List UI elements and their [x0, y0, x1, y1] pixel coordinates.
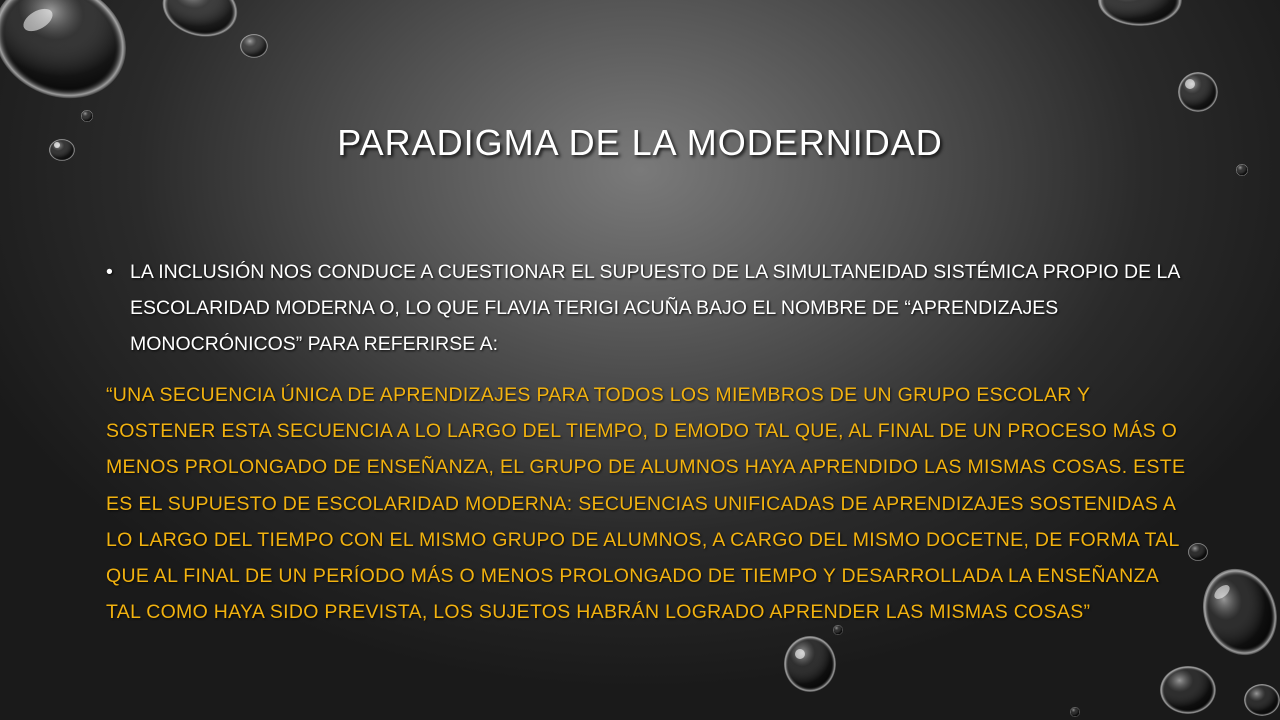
droplet-small-1 — [240, 34, 268, 58]
bullet-text: LA INCLUSIÓN NOS CONDUCE A CUESTIONAR EL SUPUESTO DE LA SIMULTANEIDAD SISTÉMICA PROPIO DE LA ESCOLARIDAD MODERNA O, LO QUE FLAVIA TERIGI ACUÑA BAJO EL NOMBRE DE “APRENDIZAJES MONOCRÓNICOS” PARA REFERIRSE A: — [130, 261, 1180, 355]
droplet-small-2 — [81, 110, 93, 122]
droplet-bottom-right-2 — [1191, 558, 1280, 665]
droplet-bottom-right-5 — [1070, 707, 1080, 717]
droplet-bottom-right-4 — [1244, 684, 1280, 716]
droplet-bottom-right-1 — [1188, 543, 1208, 561]
bullet-paragraph — [106, 254, 1186, 362]
droplet-bottom-right-3 — [1160, 666, 1216, 714]
droplet-bottom-center — [784, 636, 836, 692]
slide-body — [106, 254, 1186, 630]
droplet-top-right — [1098, 0, 1182, 26]
bullet-icon: • — [106, 261, 113, 283]
droplet-top-left-large — [0, 0, 145, 119]
droplet-top-center — [156, 0, 244, 45]
droplet-right-1 — [1178, 72, 1218, 112]
droplet-right-2 — [1236, 164, 1248, 176]
slide-title: PARADIGMA DE LA MODERNIDAD — [337, 122, 943, 163]
quote-paragraph: “UNA SECUENCIA ÚNICA DE APRENDIZAJES PARA TODOS LOS MIEMBROS DE UN GRUPO ESCOLAR Y SOSTENER ESTA SECUENCIA A LO LARGO DEL TIEMPO, D EMODO TAL QUE, AL FINAL DE UN PROCESO MÁS O MENOS PROLONGADO DE ENSEÑANZA, EL GRUPO DE ALUMNOS HAYA APRENDIDO LAS MISMAS COSAS. ESTE ES EL SUPUESTO DE ESCOLARIDAD MODERNA: SECUENCIAS UNIFICADAS DE APRENDIZAJES SOSTENIDAS A LO LARGO DEL TIEMPO CON EL MISMO GRUPO DE ALUMNOS, A CARGO DEL MISMO DOCETNE, DE FORMA TAL QUE AL FINAL DE UN PERÍODO MÁS O MENOS PROLONGADO DE TIEMPO Y DESARROLLADA LA ENSEÑANZA TAL COMO HAYA SIDO PREVISTA, LOS SUJETOS HABRÁN LOGRADO APRENDER LAS MISMAS COSAS” — [106, 384, 1186, 624]
